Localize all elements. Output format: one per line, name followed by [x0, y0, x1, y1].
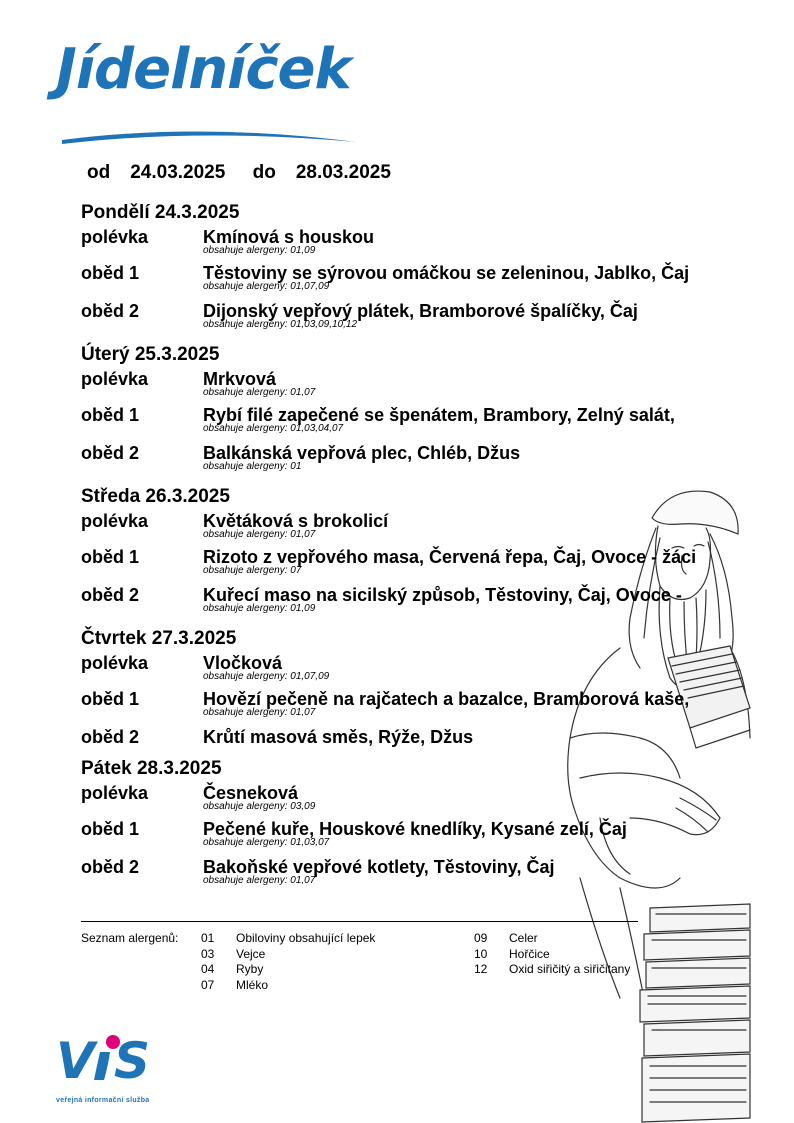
day-block — [81, 756, 781, 894]
meal-allergens: obsahuje alergeny: 01,03,07 — [203, 837, 330, 848]
meal-name: Balkánská vepřová plec, Chléb, Džus — [203, 443, 521, 463]
meal-type: oběd 2 — [81, 585, 140, 605]
meal-row — [81, 688, 781, 726]
meal-row — [81, 856, 781, 894]
meal-type: oběd 2 — [81, 727, 140, 747]
day-block — [81, 484, 781, 622]
meal-name: Hovězí pečeně na rajčatech a bazalce, Bramborová kaše, — [203, 689, 690, 709]
meal-allergens: obsahuje alergeny: 01 — [203, 461, 302, 472]
meal-row — [81, 262, 781, 300]
meal-name: Mrkvová — [203, 369, 277, 389]
day-title: Pondělí 24.3.2025 — [81, 202, 240, 223]
meal-name: Česneková — [203, 783, 299, 803]
allergen-item — [201, 962, 375, 978]
day-block — [81, 342, 781, 480]
meal-type: oběd 1 — [81, 689, 140, 709]
meal-name: Květáková s brokolicí — [203, 511, 389, 531]
meal-allergens: obsahuje alergeny: 03,09 — [203, 801, 316, 812]
day-title: Úterý 25.3.2025 — [81, 344, 220, 365]
divider — [81, 921, 638, 922]
allergen-code: 01 — [201, 931, 215, 945]
meal-allergens: obsahuje alergeny: 01,09 — [203, 603, 316, 614]
meal-allergens: obsahuje alergeny: 01,07 — [203, 875, 316, 886]
meal-allergens: obsahuje alergeny: 01,09 — [203, 245, 316, 256]
to-label: do — [252, 162, 276, 183]
allergen-item — [474, 931, 630, 947]
meal-name: Bakoňské vepřové kotlety, Těstoviny, Čaj — [203, 857, 555, 877]
meal-allergens: obsahuje alergeny: 01,03,09,10,12 — [203, 319, 358, 330]
meal-name: Rizoto z vepřového masa, Červená řepa, Čaj, Ovoce - žáci — [203, 547, 697, 567]
allergen-code: 04 — [201, 962, 215, 976]
meal-row — [81, 404, 781, 442]
allergen-label: Mléko — [236, 977, 269, 992]
allergen-code: 09 — [474, 931, 488, 945]
meal-row — [81, 510, 781, 546]
from-label: od — [87, 162, 111, 183]
day-title: Pátek 28.3.2025 — [81, 758, 222, 779]
allergen-code: 10 — [474, 946, 488, 961]
meal-type: oběd 2 — [81, 857, 140, 877]
allergen-code: 12 — [474, 962, 488, 976]
meal-row — [81, 442, 781, 480]
svg-text:S: S — [114, 1032, 151, 1090]
meal-name: Vločková — [203, 653, 283, 673]
meal-row — [81, 226, 781, 262]
meal-name: Těstoviny se sýrovou omáčkou se zeleninou, Jablko, Čaj — [203, 263, 690, 283]
meal-row — [81, 726, 781, 752]
meal-type: polévka — [81, 369, 149, 389]
meal-name: Krůtí masová směs, Rýže, Džus — [203, 727, 474, 747]
day-block — [81, 626, 781, 752]
allergen-label: Ryby — [236, 962, 264, 976]
to-date: 28.03.2025 — [295, 162, 391, 183]
meal-type: oběd 1 — [81, 405, 140, 425]
allergen-item — [201, 947, 375, 963]
allergen-label: Obiloviny obsahující lepek — [236, 931, 376, 945]
day-title: Čtvrtek 27.3.2025 — [81, 628, 237, 649]
meal-allergens: obsahuje alergeny: 01,07 — [203, 529, 316, 540]
allergen-label: Hořčice — [509, 946, 550, 961]
vis-logo-subtitle: veřejná informační služba — [56, 1097, 150, 1104]
meal-allergens: obsahuje alergeny: 01,07 — [203, 387, 316, 398]
meal-type: polévka — [81, 783, 149, 803]
date-range — [87, 162, 391, 184]
weekly-menu — [81, 200, 781, 898]
meal-type: oběd 1 — [81, 819, 140, 839]
meal-type: oběd 2 — [81, 301, 140, 321]
meal-allergens: obsahuje alergeny: 01,03,04,07 — [203, 423, 344, 434]
allergen-item — [201, 978, 375, 994]
allergen-legend-heading: Seznam alergenů: — [81, 931, 179, 945]
title-swoosh — [60, 112, 360, 148]
allergen-code: 03 — [201, 946, 215, 961]
allergen-label: Celer — [509, 931, 538, 945]
meal-type: oběd 2 — [81, 443, 140, 463]
allergen-code: 07 — [201, 977, 215, 992]
allergen-label: Oxid siřičitý a siřičitany — [509, 962, 631, 976]
meal-allergens: obsahuje alergeny: 01,07 — [203, 707, 316, 718]
from-date: 24.03.2025 — [130, 162, 226, 183]
allergen-item — [201, 931, 375, 947]
meal-row — [81, 782, 781, 818]
meal-type: polévka — [81, 227, 149, 247]
page-title: Jídelníček — [56, 37, 351, 102]
allergen-column — [474, 931, 630, 978]
vis-logo — [56, 1030, 166, 1104]
meal-row — [81, 584, 781, 622]
meal-row — [81, 300, 781, 338]
meal-type: polévka — [81, 511, 149, 531]
meal-name: Kmínová s houskou — [203, 227, 375, 247]
meal-row — [81, 818, 781, 856]
meal-type: oběd 1 — [81, 547, 140, 567]
meal-allergens: obsahuje alergeny: 01,07,09 — [203, 281, 330, 292]
meal-row — [81, 546, 781, 584]
allergen-item — [474, 947, 630, 963]
meal-name: Pečené kuře, Houskové knedlíky, Kysané zelí, Čaj — [203, 819, 627, 839]
vis-logo-mark — [56, 1030, 166, 1090]
day-block — [81, 200, 781, 338]
meal-row — [81, 368, 781, 404]
allergen-column — [201, 931, 375, 993]
svg-text:V: V — [56, 1032, 93, 1090]
meal-name: Dijonský vepřový plátek, Bramborové špalíčky, Čaj — [203, 301, 638, 321]
meal-allergens: obsahuje alergeny: 07 — [203, 565, 302, 576]
meal-name: Kuřecí maso na sicilský způsob, Těstoviny, Čaj, Ovoce - — [203, 585, 682, 605]
meal-row — [81, 652, 781, 688]
meal-allergens: obsahuje alergeny: 01,07,09 — [203, 671, 330, 682]
meal-type: oběd 1 — [81, 263, 140, 283]
allergen-item — [474, 962, 630, 978]
meal-type: polévka — [81, 653, 149, 673]
allergen-label: Vejce — [236, 946, 266, 961]
meal-name: Rybí filé zapečené se špenátem, Brambory, Zelný salát, — [203, 405, 675, 425]
day-title: Středa 26.3.2025 — [81, 486, 230, 507]
